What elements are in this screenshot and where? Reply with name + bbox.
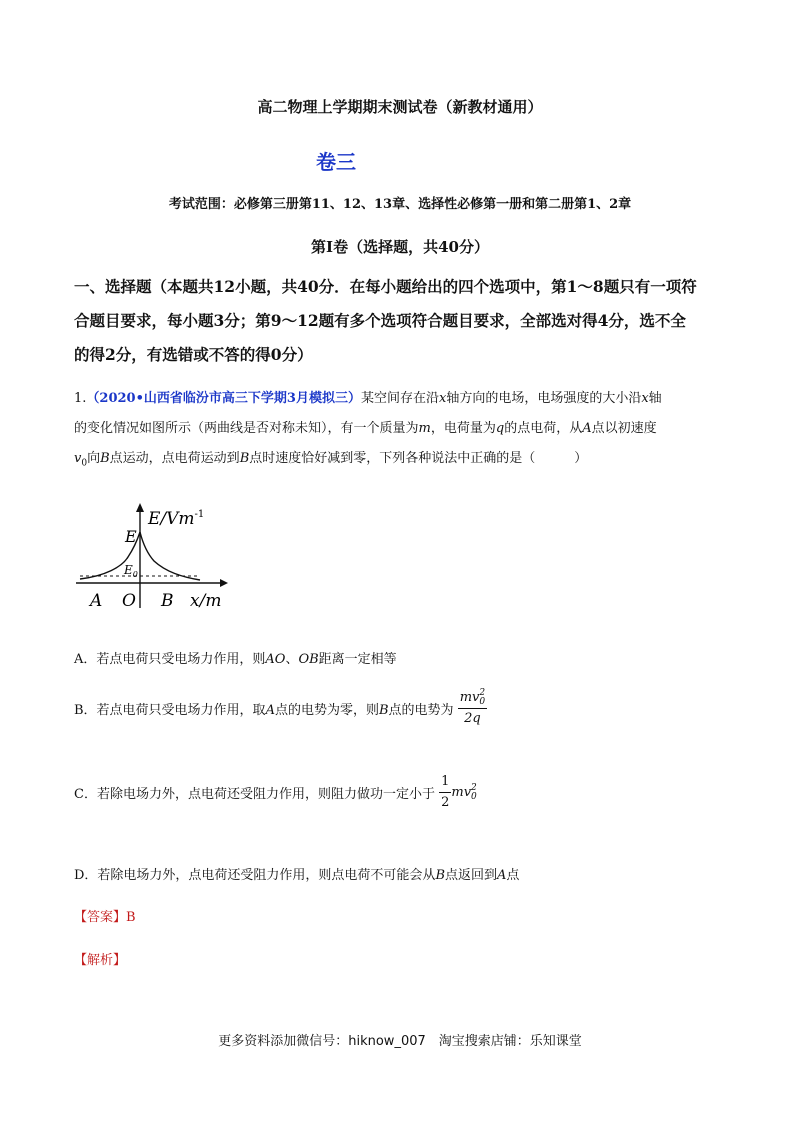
question-source: （2020•山西省临汾市高三下学期3月模拟三） [86, 391, 361, 406]
stem-text: 某空间存在沿 [360, 391, 439, 406]
section-line-1: 一、选择题（本题共12小题，共40分．在每小题给出的四个选项中，第1～8题只有一项符 [74, 277, 697, 296]
fraction-denominator: 2q [464, 711, 481, 726]
field-graph [70, 500, 240, 615]
section-line-3: 的得2分，有选错或不答的得0分） [74, 345, 313, 364]
stem-text: ，电荷量为 [430, 421, 496, 436]
analysis-label: 【解析】 [74, 953, 127, 968]
numerator-mv: mv [459, 690, 480, 705]
mv-sub: 0 [471, 791, 477, 802]
option-b-text: B．若点电荷只受电场力作用，取 [74, 703, 266, 718]
section-line-2: 合题目要求，每小题3分；第9～12题有多个选项符合题目要求，全部选对得4分，选不全 [74, 311, 686, 330]
page-title: 高二物理上学期期末测试卷（新教材通用） [257, 98, 543, 116]
x-axis-label: x/m [190, 591, 222, 611]
numerator-scripts [479, 689, 485, 707]
option-a-text: A．若点电荷只受电场力作用，则 [74, 652, 266, 667]
potential-fraction [458, 688, 487, 729]
option-c-text-wrap [74, 787, 435, 802]
stem-text: 点以初速度 [591, 421, 657, 436]
mv-scripts [471, 784, 477, 802]
numerator-sup: 2 [479, 687, 486, 698]
e0-label: $E_0$ [124, 563, 138, 579]
stem-text: 的变化情况如图所示（两曲线是否对称未知），有一个质量为 [74, 421, 419, 436]
x-axis-arrow [220, 579, 228, 587]
option-b[interactable] [74, 688, 487, 729]
stem-text: 点运动，点电荷运动到 [109, 451, 240, 466]
stem-text: 向 [87, 451, 101, 466]
question-line-2 [74, 414, 734, 444]
var-q: q [495, 421, 505, 436]
volume-label: 卷三 [316, 150, 356, 174]
var-v-sub: 0 [81, 458, 88, 469]
var-b: B [239, 451, 250, 466]
point-a-label: A [90, 591, 103, 611]
var-a: A [582, 421, 592, 436]
peak-label: E [125, 527, 137, 546]
half-numerator: 1 [439, 772, 451, 793]
exam-scope: 考试范围：必修第三册第11、12、13章、选择性必修第一册和第二册第1、2章 [168, 197, 632, 212]
origin-label: O [122, 591, 136, 611]
right-curve [140, 532, 200, 580]
numerator-sub: 0 [479, 696, 486, 707]
var-m: m [418, 421, 431, 436]
fraction-numerator [458, 688, 487, 709]
y-axis-arrow [136, 503, 144, 512]
half-fraction [439, 772, 451, 813]
var-ao: AO [265, 652, 286, 667]
half-denominator: 2 [441, 795, 450, 810]
option-b-text: 点的电势为零，则 [274, 703, 379, 718]
option-c[interactable] [74, 772, 477, 813]
option-d-text: 点 [506, 868, 520, 883]
part-heading: 第Ⅰ卷（选择题，共40分） [311, 238, 489, 256]
option-d[interactable] [74, 864, 519, 883]
option-c-text: C．若除电场力外，点电荷还受阻力作用，则阻力做功一定小于 [74, 787, 435, 802]
var-v: v [74, 451, 82, 466]
mv-sup: 2 [471, 782, 477, 793]
option-a-text: 距离一定相等 [318, 652, 397, 667]
stem-text: 轴方向的电场，电场强度的大小沿 [446, 391, 642, 406]
var-ob: OB [298, 652, 319, 667]
var-mv: mv [451, 785, 472, 800]
option-a[interactable] [74, 648, 397, 667]
answer-label: 【答案】B [74, 910, 136, 925]
option-d-text: 点返回到 [445, 868, 498, 883]
section-instructions [74, 270, 734, 372]
option-a-text: 、 [285, 652, 299, 667]
stem-text: 轴 [648, 391, 662, 406]
var-b: B [435, 868, 445, 883]
var-a: A [265, 703, 275, 718]
question-number: 1. [74, 391, 87, 406]
option-d-text: D．若除电场力外，点电荷还受阻力作用，则点电荷不可能会从 [74, 868, 436, 883]
footer-note: 更多资料添加微信号：hiknow_007 淘宝搜索店铺：乐知课堂 [218, 1034, 582, 1049]
question-line-1 [74, 384, 734, 414]
question-1-stem [74, 384, 734, 479]
stem-text: 点时速度恰好减到零，下列各种说法中正确的是（ ） [249, 451, 588, 466]
var-b: B [378, 703, 389, 718]
option-b-text: 点的电势为 [388, 703, 454, 718]
y-axis-label: $E/Vm^{-1}$ [148, 509, 205, 529]
question-line-3 [74, 444, 734, 479]
var-x: x [438, 391, 447, 406]
option-b-text-wrap [74, 703, 454, 718]
point-b-label: B [161, 591, 174, 611]
stem-text: 的点电荷，从 [504, 421, 583, 436]
var-b: B [100, 451, 110, 466]
var-a: A [497, 868, 507, 883]
var-x: x [641, 391, 649, 406]
